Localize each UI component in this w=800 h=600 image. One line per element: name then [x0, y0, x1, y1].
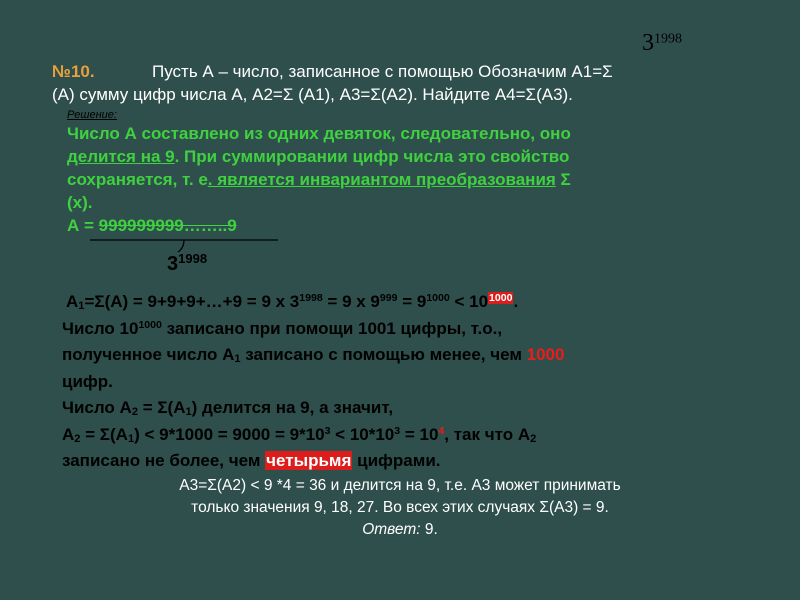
nines-string: 999999999……..9	[98, 216, 237, 235]
final-line-2: только значения 9, 18, 27. Во всех этих случаях Σ(А3) = 9.	[191, 499, 609, 516]
answer-label: Ответ:	[362, 521, 421, 538]
final-conclusion	[100, 475, 700, 541]
power-3-1998: $3^{1998}$	[642, 30, 682, 56]
calc-line-4: цифр.	[62, 371, 113, 391]
problem-statement	[52, 60, 792, 106]
solution-paragraph	[67, 122, 787, 237]
solution-line-5: А = 999999999……..9	[67, 216, 237, 235]
calc-line-1: $A_1=\Sigma(A)$ = 9+9+9+…+9 = 9 x $3^{1998} = 9$ x $9^{999} = 9^{1000} < 10^{1000}$.	[66, 292, 519, 313]
solution-line-4: (х).	[67, 193, 93, 212]
calc-line-5: Число $А_2 = \Sigma(А_1)$ делится на 9, а значит,	[62, 398, 394, 419]
problem-line-2: (А) сумму цифр числа А, А2=Σ (А1), А3=Σ(А2). Найдите А4=Σ(А3).	[52, 85, 573, 104]
final-line-1: А3=Σ(А2) < 9 *4 = 36 и делится на 9, т.е. А3 может принимать	[179, 477, 621, 494]
calc-line-7: записано не более, чем четырьмя цифрами.	[62, 451, 441, 470]
answer-value: 9.	[420, 521, 438, 538]
calc-line-2: Число $10^{1000}$ записано при помощи 1001 цифры, т.о.,	[62, 318, 503, 338]
solution-label: Решение:	[67, 109, 117, 121]
nines-count: $3^{1998}$	[167, 250, 208, 275]
solution-line-2: делится на 9. При суммировании цифр числа это свойство	[67, 147, 570, 166]
answer-line	[100, 519, 700, 541]
problem-line-1: №10. Пусть А – число, записанное с помощью Обозначим А1=Σ	[52, 62, 613, 81]
solution-line-1: Число А составлено из одних девяток, следовательно, оно	[67, 124, 571, 143]
calc-line-6: $А_2 = \Sigma(А_1) < 9*1000 = 9000 = 9*10^3 < 10*10^3 = 10^4$, так что $А_2$	[62, 424, 537, 445]
calculation-block	[62, 289, 797, 475]
calc-line-3: полученное число $А_1$ записано с помощью менее, чем 1000	[62, 345, 565, 366]
problem-number: №10.	[52, 62, 95, 81]
solution-line-3: сохраняется, т. е. является инвариантом преобразования Σ	[67, 170, 571, 189]
